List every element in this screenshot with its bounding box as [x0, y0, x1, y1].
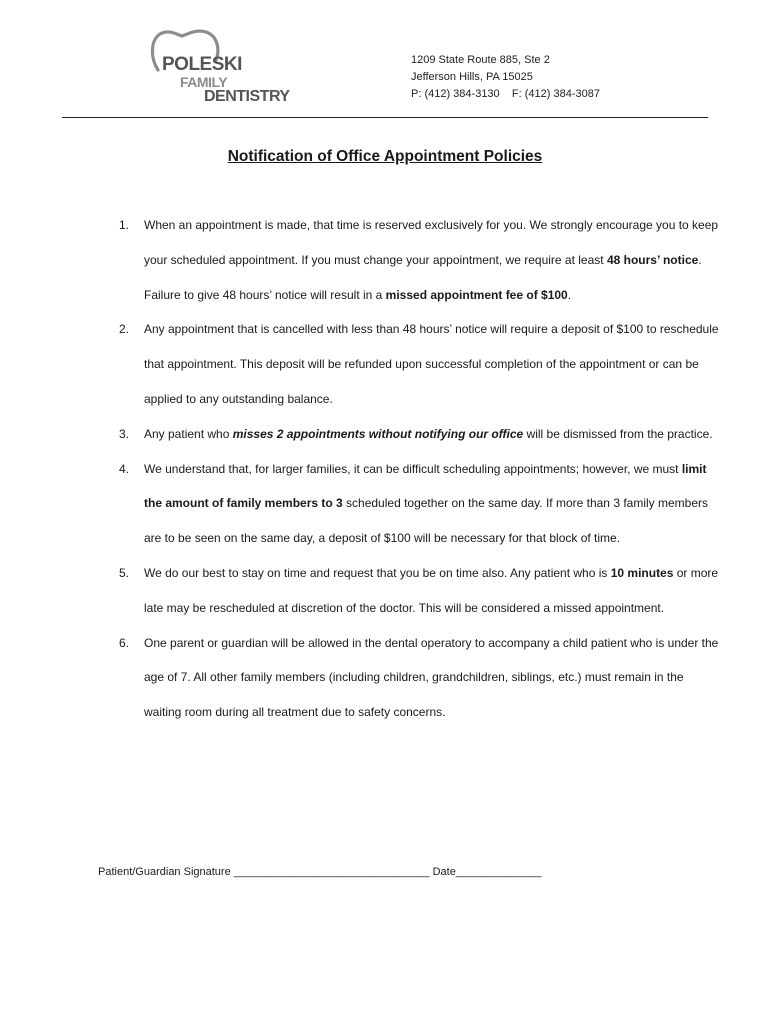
policy-item	[0, 452, 770, 556]
policy-number: 1.	[119, 218, 130, 232]
policy-text	[144, 208, 719, 312]
policy-text	[144, 556, 719, 626]
logo-text-dentistry: DENTISTRY	[204, 88, 290, 105]
policy-emphasis: 10 minutes	[610, 565, 674, 580]
policy-text-segment: . Failure to give 48 hours’ notice will result in a	[144, 252, 702, 302]
logo-text-poleski: POLESKI	[162, 54, 242, 75]
practice-address	[411, 52, 711, 103]
policy-text-segment: will be dismissed from the practice.	[523, 426, 713, 441]
policy-text-segment: .	[567, 287, 572, 302]
policy-text-segment: Any patient who	[144, 426, 233, 441]
signature-date-line: Patient/Guardian Signature ________________________________ Date______________	[98, 866, 542, 878]
address-city: Jefferson Hills, PA 15025	[411, 71, 533, 83]
policy-emphasis: 48 hours’ notice	[606, 252, 699, 267]
policy-text-segment: Any appointment that is cancelled with less than 48 hours’ notice will require a deposit of $100 to reschedule that appointment. This deposit will be refunded upon successful completion of the appointment or can be applied to any outstanding balance.	[144, 322, 719, 406]
policy-number: 4.	[119, 461, 130, 476]
policy-item	[0, 208, 770, 312]
policy-text	[144, 626, 719, 730]
practice-logo	[148, 28, 288, 108]
policy-item	[0, 626, 770, 730]
policy-emphasis: misses 2 appointments without notifying our office	[232, 426, 524, 441]
policy-emphasis: missed appointment fee of $100	[385, 287, 568, 302]
policy-text	[144, 452, 719, 556]
policy-item	[0, 556, 770, 626]
logo-text-family: FAMILY	[180, 74, 228, 90]
header-divider	[62, 117, 708, 118]
address-phone-fax: P: (412) 384-3130 F: (412) 384-3087	[411, 88, 600, 100]
policy-number: 6.	[119, 635, 130, 650]
policy-text	[144, 417, 719, 452]
policy-list	[0, 208, 770, 730]
policy-number: 5.	[119, 565, 130, 580]
policy-text-segment: When an appointment is made, that time is reserved exclusively for you. We strongly encourage you to keep your scheduled appointment. If you must change your appointment, we require at least	[144, 218, 719, 267]
policy-text-segment: or more late may be rescheduled at discretion of the doctor. This will be considered a missed appointment.	[144, 565, 719, 615]
policy-number: 2.	[119, 322, 130, 337]
policy-item	[0, 417, 770, 452]
policy-text-segment: scheduled together on the same day. If more than 3 family members are to be seen on the same day, a deposit of $100 will be necessary for that block of time.	[144, 496, 708, 546]
policy-text-segment: We understand that, for larger families, it can be difficult scheduling appointments; however, we must	[144, 461, 682, 476]
policy-emphasis: limit the amount of family members to 3	[144, 461, 707, 511]
policy-text-segment: We do our best to stay on time and request that you be on time also. Any patient who is	[144, 565, 611, 580]
policy-text-segment: One parent or guardian will be allowed in the dental operatory to accompany a child patient who is under the age of 7. All other family members (including children, grandchildren, siblings, etc.) must remain in the waiting room during all treatment due to safety concerns.	[144, 635, 719, 720]
policy-number: 3.	[119, 426, 130, 441]
document-title: Notification of Office Appointment Policies	[227, 148, 543, 165]
policy-item	[0, 312, 770, 416]
address-street: 1209 State Route 885, Ste 2	[411, 54, 550, 66]
policy-text	[144, 312, 719, 416]
